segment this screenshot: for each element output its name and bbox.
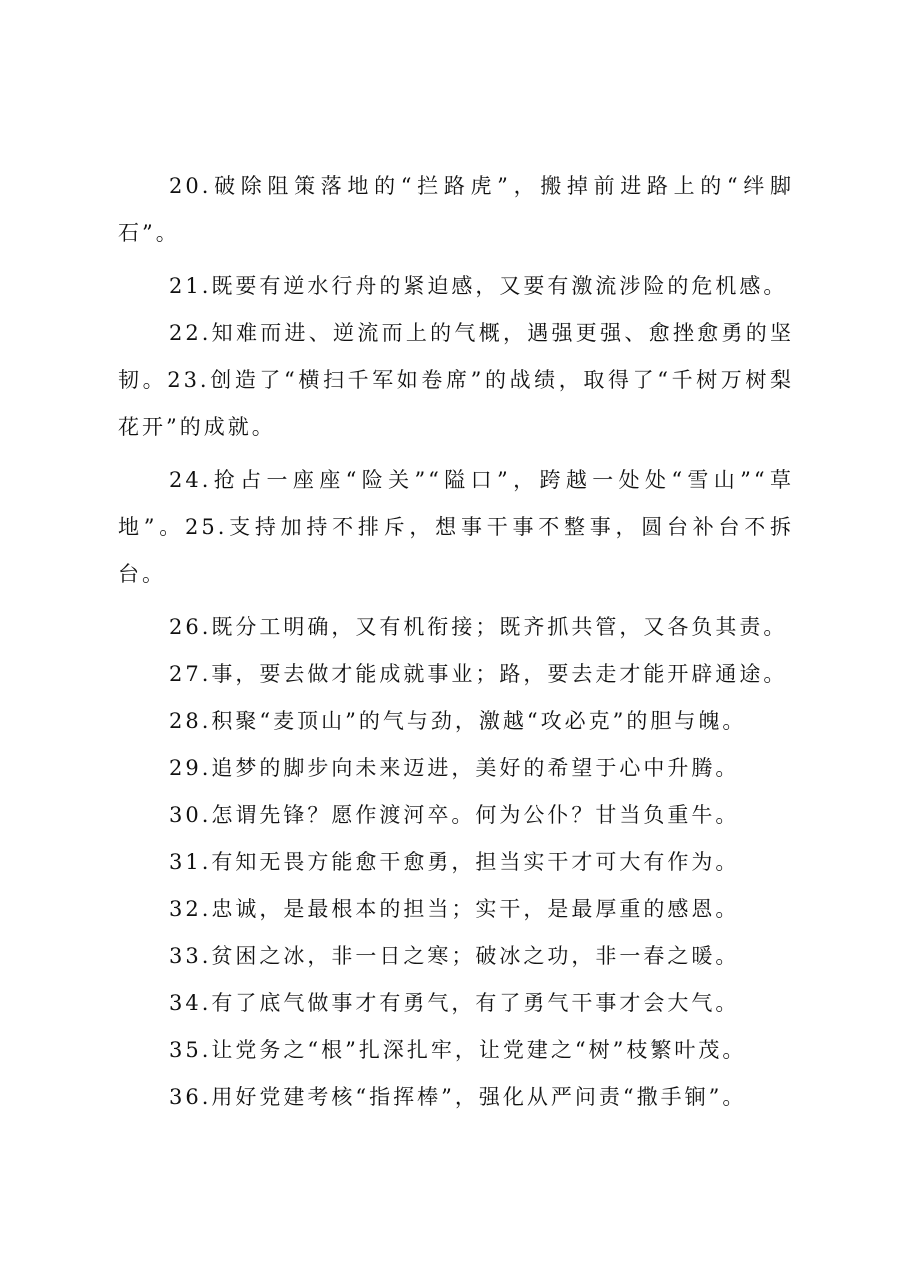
paragraph-28: 28.积聚“麦顶山”的气与劲，激越“攻必克”的胆与魄。 [169,709,747,733]
paragraph-36: 36.用好党建考核“指挥棒”，强化从严问责“撒手锏”。 [169,1085,747,1109]
paragraph-27: 27.事，要去做才能成就事业；路，要去走才能开辟通途。 [169,662,788,686]
paragraph-26: 26.既分工明确，又有机衔接；既齐抓共管，又各负其责。 [169,615,788,639]
paragraph-30: 30.怎谓先锋？愿作渡河卒。何为公仆？甘当负重牛。 [169,803,740,827]
paragraph-34: 34.有了底气做事才有勇气，有了勇气干事才会大气。 [169,991,740,1015]
paragraph-29: 29.追梦的脚步向未来迈进，美好的希望于心中升腾。 [169,756,740,780]
paragraph-31: 31.有知无畏方能愈干愈勇，担当实干才可大有作为。 [169,850,740,874]
paragraph-20: 20.破除阻策落地的“拦路虎”，搬掉前进路上的“绊脚石”。 [118,174,794,245]
paragraph-33: 33.贫困之冰，非一日之寒；破冰之功，非一春之暖。 [169,944,740,968]
document-body [118,163,794,1121]
paragraph-21: 21.既要有逆水行舟的紧迫感，又要有激流涉险的危机感。 [169,274,788,298]
paragraph-24-25: 24.抢占一座座“险关”“隘口”，跨越一处处“雪山”“草地”。25.支持加持不排斥，想事干事不整事，圆台补台不拆台。 [118,468,794,586]
paragraph-32: 32.忠诚，是最根本的担当；实干，是最厚重的感恩。 [169,897,740,921]
paragraph-35: 35.让党务之“根”扎深扎牢，让党建之“树”枝繁叶茂。 [169,1038,747,1062]
paragraph-22-23: 22.知难而进、逆流而上的气概，遇强更强、愈挫愈勇的坚韧。23.创造了“横扫千军如卷席”的战绩，取得了“千树万树梨花开”的成就。 [118,321,794,439]
